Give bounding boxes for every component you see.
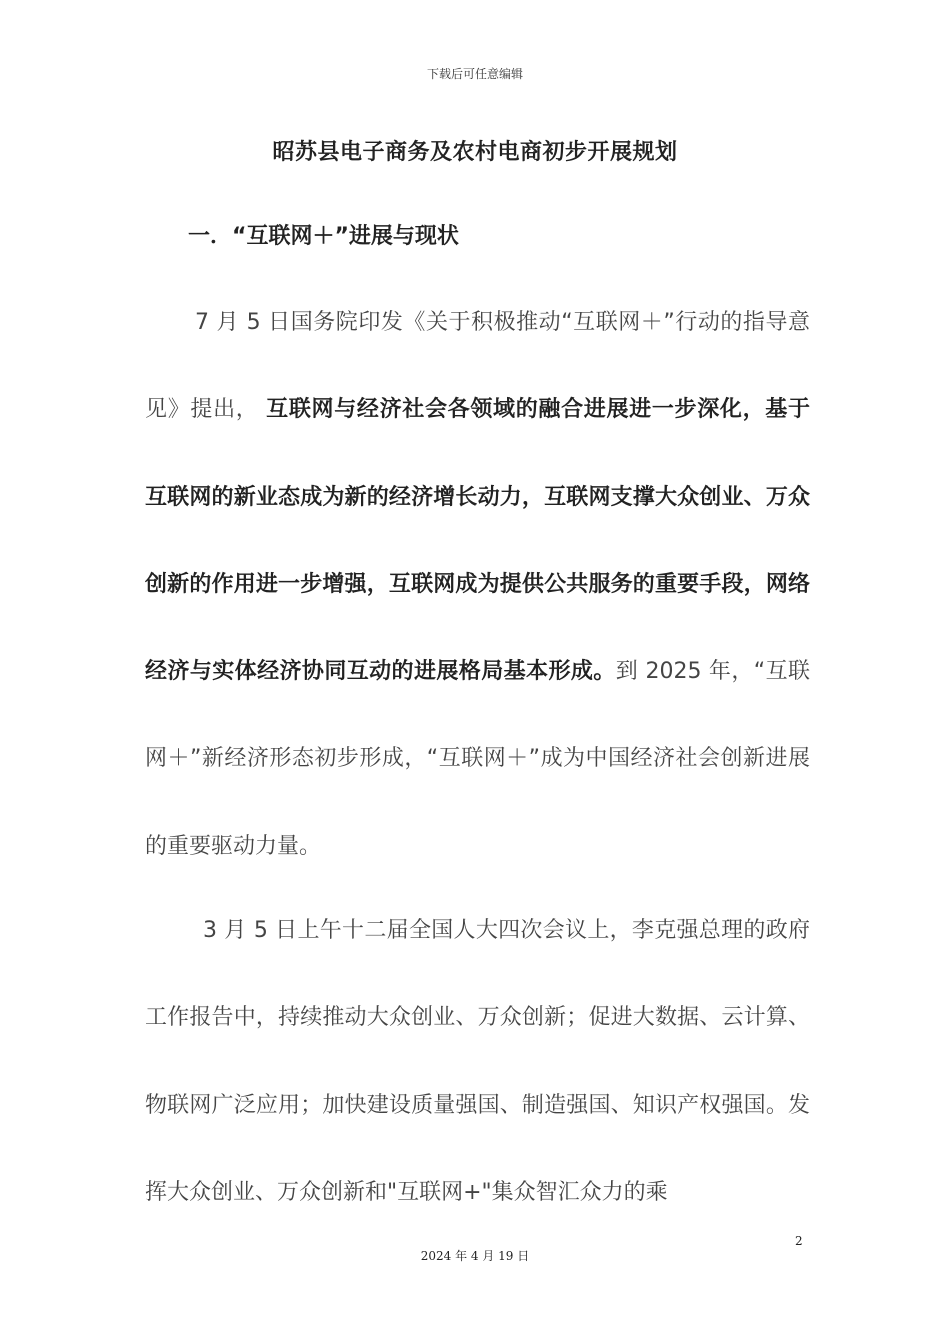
footer-date: 2024 年 4 月 19 日 [420, 1249, 530, 1263]
document-title: 昭苏县电子商务及农村电商初步开展规划 [272, 140, 678, 165]
header-note: 下载后可任意编辑 [426, 67, 523, 81]
paragraph-lead-text: 7 月 5 日国务院印发《关于积极推动“互联网＋”行动的指导意见》提出， [145, 310, 810, 423]
paragraph-internet-plus-policy [145, 279, 810, 890]
paragraph-text: 3 月 5 日上午十二届全国人大四次会议上，李克强总理的政府工作报告中，持续推动大众创业、万众创新；促进大数据、云计算、物联网广泛应用；加快建设质量强国、制造强国、知识产权强国。发挥大众创业、万众创新和"互联网+"集众智汇众力的乘 [145, 918, 810, 1205]
section-heading: 一．“互联网＋”进展与现状 [188, 224, 459, 249]
paragraph-bold-text: 互联网与经济社会各领域的融合进展进一步深化，基于互联网的新业态成为新的经济增长动力，互联网支撑大众创业、万众创新的作用进一步增强，互联网成为提供公共服务的重要手段，网络经济与实体经济协同互动的进展格局基本形成。 [145, 397, 810, 685]
page-number: 2 [795, 1234, 803, 1248]
paragraph-government-report [145, 887, 810, 1236]
paragraph-tail-text: 到 2025 年，“互联网＋”新经济形态初步形成，“互联网＋”成为中国经济社会创新进展的重要驱动力量。 [145, 659, 810, 859]
